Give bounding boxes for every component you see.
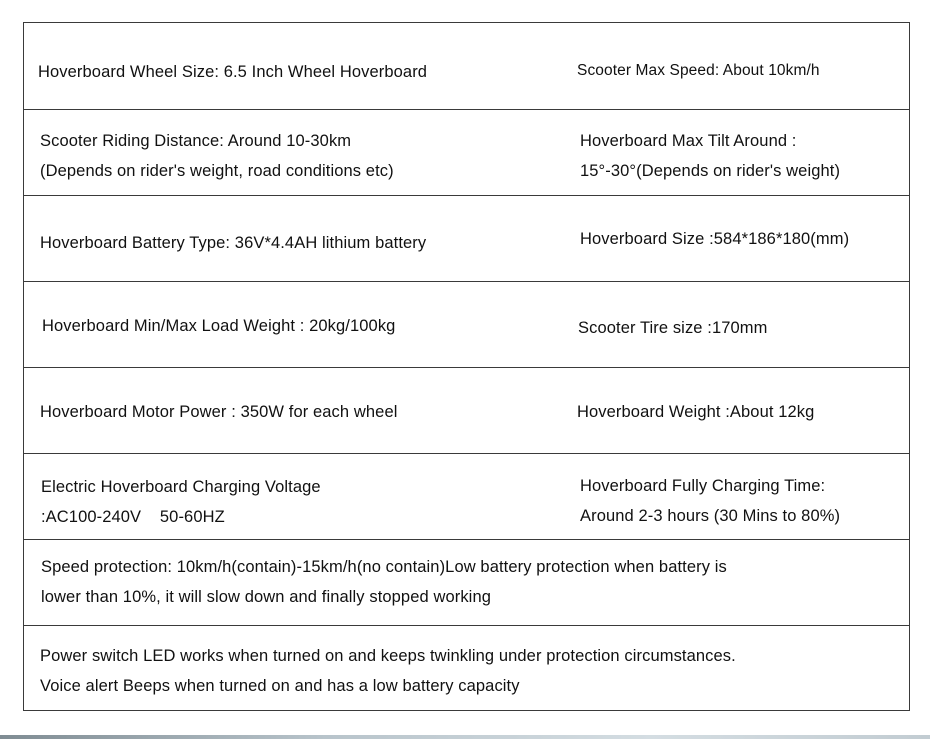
- spec-text: Hoverboard Size :584*186*180(mm): [580, 230, 850, 248]
- spec-text: Scooter Tire size :170mm: [578, 319, 768, 337]
- note-row: [24, 539, 909, 625]
- spec-right: [580, 224, 849, 254]
- spec-text: Hoverboard Motor Power : 350W for each wheel: [40, 403, 398, 421]
- spec-row: [24, 195, 909, 281]
- note-line: lower than 10%, it will slow down and finally stopped working: [41, 588, 491, 606]
- spec-text: Hoverboard Battery Type: 36V*4.4AH lithium battery: [40, 234, 427, 252]
- spec-right: [580, 471, 840, 531]
- spec-row: [24, 23, 909, 109]
- spec-row: [24, 453, 909, 539]
- spec-left: [40, 126, 394, 186]
- spec-text: Around 2-3 hours (30 Mins to 80%): [580, 507, 841, 525]
- note-text: [41, 552, 727, 612]
- spec-left: [41, 472, 321, 532]
- spec-table: [23, 22, 910, 711]
- spec-left: [38, 57, 427, 87]
- spec-text: Hoverboard Wheel Size: 6.5 Inch Wheel Hoverboard: [38, 63, 428, 81]
- note-line: Speed protection: 10km/h(contain)-15km/h(no contain)Low battery protection when battery is: [41, 558, 727, 576]
- spec-left: [42, 311, 395, 341]
- spec-text: Hoverboard Min/Max Load Weight : 20kg/100kg: [42, 317, 396, 335]
- spec-left: [40, 397, 397, 427]
- spec-text: Scooter Max Speed: About 10km/h: [577, 62, 820, 79]
- note-line: Voice alert Beeps when turned on and has a low battery capacity: [40, 677, 520, 695]
- note-text: [40, 641, 736, 701]
- bottom-decorative-band: [0, 735, 930, 739]
- spec-left: [40, 228, 426, 258]
- spec-text: Hoverboard Max Tilt Around :: [580, 132, 797, 150]
- spec-right: [578, 313, 767, 343]
- note-row: [24, 625, 909, 712]
- spec-text: Hoverboard Weight :About 12kg: [577, 403, 815, 421]
- spec-right: [580, 126, 840, 186]
- spec-row: [24, 281, 909, 367]
- spec-text: Electric Hoverboard Charging Voltage: [41, 478, 321, 496]
- note-line: Power switch LED works when turned on and keeps twinkling under protection circumstances.: [40, 647, 736, 665]
- spec-row: [24, 367, 909, 453]
- spec-text: 15°-30°(Depends on rider's weight): [580, 162, 841, 180]
- spec-text: :AC100-240V 50-60HZ: [41, 508, 225, 526]
- spec-text: Scooter Riding Distance: Around 10-30km: [40, 132, 352, 150]
- spec-text: (Depends on rider's weight, road conditions etc): [40, 162, 394, 180]
- spec-right: [577, 56, 820, 86]
- spec-right: [577, 397, 814, 427]
- spec-row: [24, 109, 909, 195]
- spec-text: Hoverboard Fully Charging Time:: [580, 477, 826, 495]
